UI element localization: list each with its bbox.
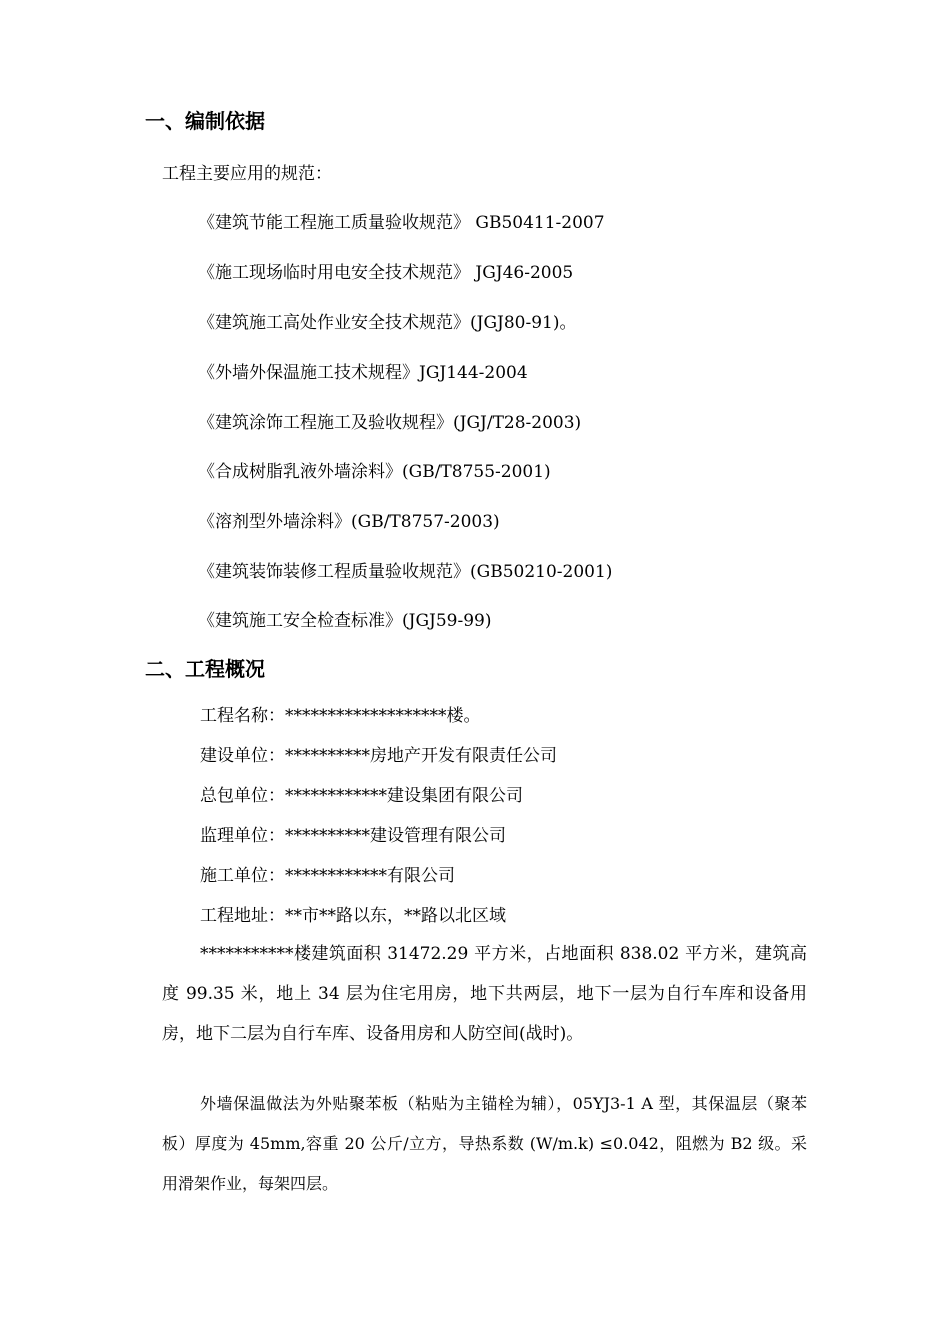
insulation-method-paragraph: 外墙保温做法为外贴聚苯板（粘贴为主锚栓为辅），05YJ3-1 A 型，其保温层（聚苯板）厚度为 45mm,容重 20 公斤/立方，导热系数 (W/m.k) ≤0.042，阻燃为 B2 级。采用滑架作业，每架四层。 [162,1094,807,1193]
reference-item: 《施工现场临时用电安全技术规范》 JGJ46-2005 [198,263,574,283]
reference-item: 《外墙外保温施工技术规程》JGJ144-2004 [198,363,528,383]
reference-item: 《合成树脂乳液外墙涂料》(GB/T8755-2001) [198,462,551,482]
project-address: 工程地址：**市**路以东，**路以北区域 [200,906,506,926]
reference-item: 《建筑装饰装修工程质量验收规范》(GB50210-2001) [198,562,613,582]
project-name: 工程名称：*******************楼。 [200,706,481,726]
reference-item: 《建筑涂饰工程施工及验收规程》(JGJ/T28-2003) [198,413,582,433]
supervision-unit: 监理单位：**********建设管理有限公司 [200,826,506,846]
reference-item: 《建筑施工高处作业安全技术规范》(JGJ80-91)。 [198,313,577,333]
section-heading-basis: 一、编制依据 [145,109,265,133]
general-contractor: 总包单位：************建设集团有限公司 [200,786,523,806]
reference-item: 《建筑节能工程施工质量验收规范》 GB50411-2007 [198,213,605,233]
building-description-paragraph: ***********楼建筑面积 31472.29 平方米，占地面积 838.02 平方米，建筑高度 99.35 米，地上 34 层为住宅用房，地下共两层，地下一层为自行车库和设备用房，地下二层为自行车库、设备用房和人防空间(战时)。 [162,944,807,1044]
reference-item: 《溶剂型外墙涂料》(GB/T8757-2003) [198,512,500,532]
intro-text: 工程主要应用的规范： [162,164,332,184]
section-heading-overview: 二、工程概况 [145,657,265,681]
reference-item: 《建筑施工安全检查标准》(JGJ59-99) [198,611,492,631]
construction-unit: 施工单位：************有限公司 [200,866,455,886]
client-unit: 建设单位：**********房地产开发有限责任公司 [200,746,557,766]
